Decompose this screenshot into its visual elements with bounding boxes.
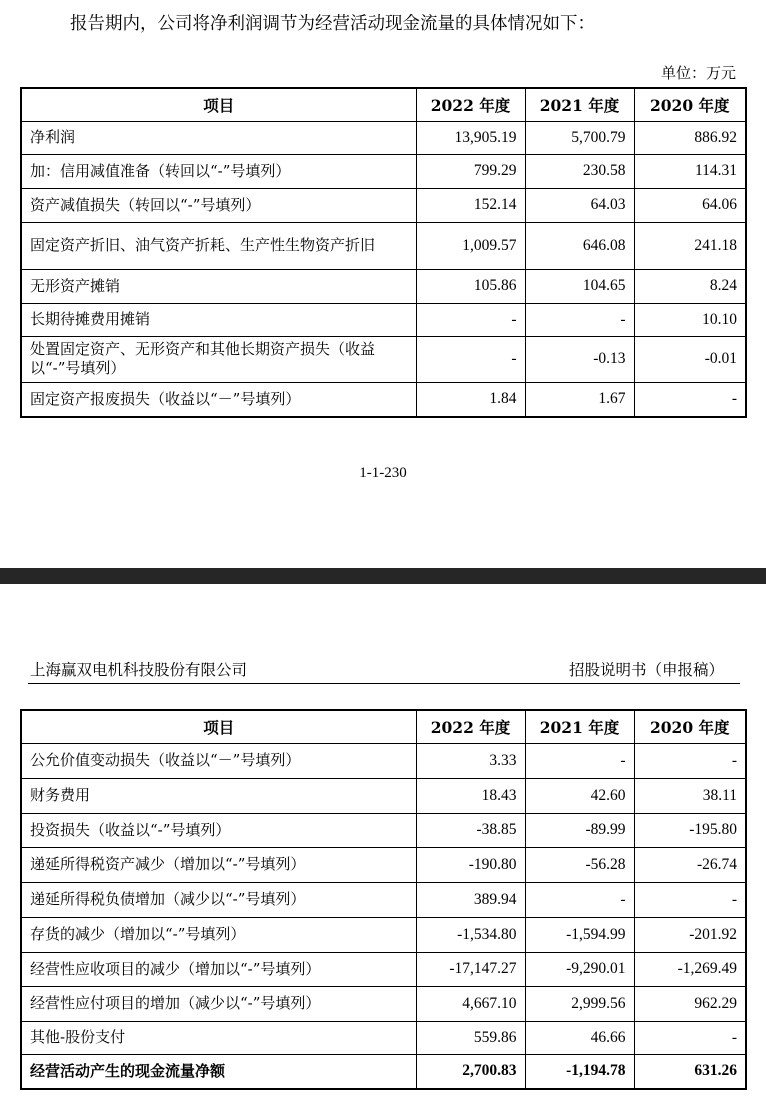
- table-row: [21, 121, 746, 154]
- column-header-item: 项目: [21, 88, 416, 121]
- value-2021: 1.67: [525, 382, 634, 417]
- value-2020: 38.11: [634, 778, 746, 813]
- table-row: [21, 986, 746, 1021]
- column-header-2021: 2021 年度: [525, 88, 634, 121]
- row-item-label: 固定资产折旧、油气资产折耗、生产性生物资产折旧: [21, 222, 416, 269]
- cash-flow-table-part2: [20, 709, 747, 1090]
- value-2021: 2,999.56: [525, 986, 634, 1021]
- row-item-label: 经营性应收项目的减少（增加以“-”号填列）: [21, 952, 416, 986]
- row-item-label: 财务费用: [21, 778, 416, 813]
- table-row: [21, 1054, 746, 1089]
- column-header-item: 项目: [21, 710, 416, 743]
- value-2022: -: [416, 336, 525, 382]
- row-item-label: 固定资产报废损失（收益以“－”号填列）: [21, 382, 416, 417]
- value-2021: 46.66: [525, 1021, 634, 1054]
- table-row: [21, 382, 746, 417]
- value-2021: -56.28: [525, 847, 634, 882]
- row-item-label: 其他-股份支付: [21, 1021, 416, 1054]
- value-2020: 64.06: [634, 188, 746, 222]
- column-header-2020: 2020 年度: [634, 88, 746, 121]
- table-row: [21, 882, 746, 917]
- value-2022: -: [416, 303, 525, 336]
- value-2022: -190.80: [416, 847, 525, 882]
- company-name: 上海赢双电机科技股份有限公司: [30, 661, 248, 679]
- table-row: [21, 778, 746, 813]
- value-2021: -: [525, 303, 634, 336]
- value-2020: -26.74: [634, 847, 746, 882]
- value-2020: 631.26: [634, 1054, 746, 1089]
- value-2020: -: [634, 882, 746, 917]
- table-row: [21, 303, 746, 336]
- unit-label: 单位：万元: [660, 64, 736, 82]
- page-separator: [0, 568, 766, 584]
- column-header-2020: 2020 年度: [634, 710, 746, 743]
- value-2021: 646.08: [525, 222, 634, 269]
- table-row: [21, 1021, 746, 1054]
- value-2022: 152.14: [416, 188, 525, 222]
- value-2020: -: [634, 1021, 746, 1054]
- table-row: [21, 188, 746, 222]
- value-2021: 42.60: [525, 778, 634, 813]
- value-2022: 2,700.83: [416, 1054, 525, 1089]
- value-2021: -89.99: [525, 813, 634, 847]
- value-2021: -1,594.99: [525, 917, 634, 952]
- column-header-2021: 2021 年度: [525, 710, 634, 743]
- row-item-label: 长期待摊费用摊销: [21, 303, 416, 336]
- row-item-label: 投资损失（收益以“-”号填列）: [21, 813, 416, 847]
- value-2022: -17,147.27: [416, 952, 525, 986]
- row-item-label: 处置固定资产、无形资产和其他长期资产损失（收益以“-”号填列）: [21, 336, 416, 382]
- row-item-label: 存货的减少（增加以“-”号填列）: [21, 917, 416, 952]
- value-2020: 8.24: [634, 269, 746, 303]
- row-item-label: 经营性应付项目的增加（减少以“-”号填列）: [21, 986, 416, 1021]
- value-2022: -38.85: [416, 813, 525, 847]
- value-2020: 886.92: [634, 121, 746, 154]
- table-row: [21, 952, 746, 986]
- row-item-label: 无形资产摊销: [21, 269, 416, 303]
- value-2020: 114.31: [634, 154, 746, 188]
- value-2022: -1,534.80: [416, 917, 525, 952]
- value-2022: 799.29: [416, 154, 525, 188]
- value-2020: 962.29: [634, 986, 746, 1021]
- value-2020: -201.92: [634, 917, 746, 952]
- value-2021: -: [525, 743, 634, 778]
- column-header-2022: 2022 年度: [416, 88, 525, 121]
- value-2020: -0.01: [634, 336, 746, 382]
- row-item-label: 资产减值损失（转回以“-”号填列）: [21, 188, 416, 222]
- value-2020: -195.80: [634, 813, 746, 847]
- table-row: [21, 222, 746, 269]
- value-2022: 389.94: [416, 882, 525, 917]
- table-row: [21, 336, 746, 382]
- value-2021: -1,194.78: [525, 1054, 634, 1089]
- cash-flow-table-part1: [20, 87, 747, 418]
- table-row: [21, 813, 746, 847]
- intro-paragraph: 报告期内，公司将净利润调节为经营活动现金流量的具体情况如下：: [70, 14, 595, 34]
- value-2022: 3.33: [416, 743, 525, 778]
- value-2022: 18.43: [416, 778, 525, 813]
- value-2021: 64.03: [525, 188, 634, 222]
- column-header-2022: 2022 年度: [416, 710, 525, 743]
- value-2021: 104.65: [525, 269, 634, 303]
- value-2022: 1,009.57: [416, 222, 525, 269]
- table-row: [21, 917, 746, 952]
- value-2022: 1.84: [416, 382, 525, 417]
- header-rule: [28, 683, 740, 684]
- row-item-label: 净利润: [21, 121, 416, 154]
- value-2022: 105.86: [416, 269, 525, 303]
- value-2020: -: [634, 382, 746, 417]
- table-header-row: [21, 88, 746, 121]
- row-item-label: 经营活动产生的现金流量净额: [21, 1054, 416, 1089]
- value-2020: -1,269.49: [634, 952, 746, 986]
- table-row: [21, 743, 746, 778]
- value-2021: -0.13: [525, 336, 634, 382]
- value-2020: 241.18: [634, 222, 746, 269]
- table-row: [21, 154, 746, 188]
- value-2020: -: [634, 743, 746, 778]
- row-item-label: 加：信用减值准备（转回以“-”号填列）: [21, 154, 416, 188]
- table-row: [21, 269, 746, 303]
- row-item-label: 公允价值变动损失（收益以“－”号填列）: [21, 743, 416, 778]
- row-item-label: 递延所得税资产减少（增加以“-”号填列）: [21, 847, 416, 882]
- value-2022: 559.86: [416, 1021, 525, 1054]
- value-2022: 13,905.19: [416, 121, 525, 154]
- row-item-label: 递延所得税负债增加（减少以“-”号填列）: [21, 882, 416, 917]
- document-title: 招股说明书（申报稿）: [568, 661, 724, 679]
- table-row: [21, 847, 746, 882]
- value-2021: 5,700.79: [525, 121, 634, 154]
- value-2020: 10.10: [634, 303, 746, 336]
- table-header-row: [21, 710, 746, 743]
- value-2022: 4,667.10: [416, 986, 525, 1021]
- value-2021: -: [525, 882, 634, 917]
- value-2021: -9,290.01: [525, 952, 634, 986]
- page-number: 1-1-230: [359, 465, 407, 481]
- value-2021: 230.58: [525, 154, 634, 188]
